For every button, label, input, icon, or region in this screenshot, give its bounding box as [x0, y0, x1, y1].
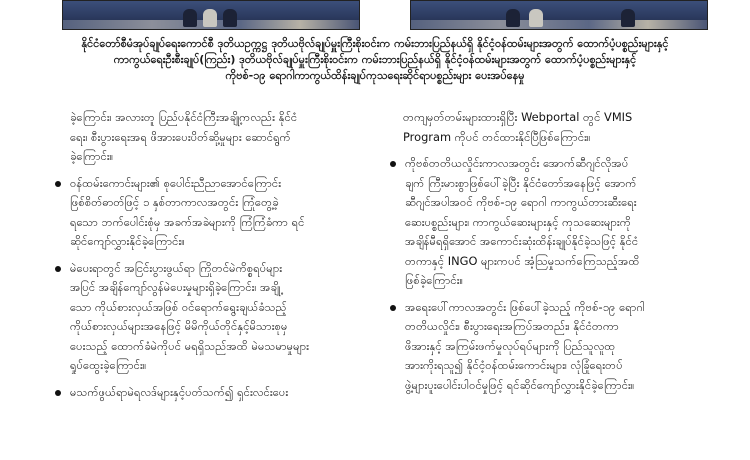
caption-line: ကာကွယ်ရေးဦးစီးချုပ်(ကြည်း) ဒုတိယဗိုလ်ချုပ်မှူးကြီးစိုးဝင်းက ကမ်းဘားပြည်နယ်ရှိ နိုင်ငံ့ဝန်ထမ်းများအတွက် ထောက်ပံ့ပစ္စည်းများနှင့် [113, 53, 637, 66]
text-line: အရေးပေါ်ကာလအတွင်း ဖြစ်ပေါ်ခဲ့သည့် ကိုဗစ်-၁၉ ရောဂါ [405, 299, 645, 314]
text-line: ကိုယ်စားလှယ်များအနေဖြင့် မိမိကိုယ်တိုင်နှင့်မိသားစုမှ [70, 319, 288, 333]
photo-caption [40, 36, 710, 84]
bullet-icon [55, 266, 61, 272]
text-line: ကိုဗစ်တတိယလှိုင်းကာလအတွင်း အောက်ဆီဂျင်လိုအပ် [405, 156, 629, 170]
text-line: ရသော ဘက်ပေါင်းစုံမှ အခက်အခဲများကို ကြံကြံခံကာ ရင် [70, 214, 305, 229]
text-line: ဖြစ်ခဲ့ကြောင်း။ [405, 273, 464, 287]
photo-person-figure [223, 9, 237, 27]
bullet-icon [55, 390, 61, 396]
text-line: အချိန်မီရရှိအောင် အကောင်းဆုံးထိန်းချုပ်နိုင်ခဲ့သဖြင့် နိုင်ငံ [405, 234, 639, 248]
photo-floor-stripe [411, 20, 707, 29]
bullet-icon [390, 161, 396, 167]
photo-person-figure [529, 9, 543, 27]
text-line: အပြင် အချိန်ကျော်လွန်မဲပေးမှုများရှိခဲ့ကြောင်း၊ အချို့ [70, 280, 281, 294]
paragraph-continuation [55, 108, 375, 167]
text-line: ဖြစ်စိတ်ဓာတ်ဖြင့် ၁ နှစ်တာကာလအတွင်း ကြုံတွေ့ခဲ့ [70, 195, 279, 209]
text-line: ဖွဲ့များပူးပေါင်းပါဝင်မှုဖြင့် ရင်ဆိုင်ကျော်လွှားနိုင်ခဲ့ကြောင်း။ [405, 377, 635, 392]
text-line: ပေးသည့် ထောက်ခံမဲကိုပင် မရရှိသည်အထိ မဲမသမာမှုများ [70, 338, 310, 353]
caption-line: ကိုဗစ်-၁၉ ရောဂါကာကွယ်ထိန်းချုပ်ကုသရေးဆိုင်ရာပစ္စည်းများ ပေးအပ်နေမှု [225, 69, 525, 82]
bullet-point [55, 259, 375, 376]
text-line: မဲပေးရာတွင် အငြင်းပွားဖွယ်ရာ ကြိုတင်မဲကိစ္စရပ်များ [70, 260, 283, 275]
photo-person-figure [183, 9, 197, 27]
bullet-point [390, 154, 712, 291]
text-line: တကာနှင့် INGO များကပင် အံ့သြမှုသက်ကြေသည့်အထိ [405, 253, 640, 268]
article-column-right [390, 108, 712, 402]
text-line: ဆေးပစ္စည်းများ၊ ကာကွယ်ဆေးများနှင့် ကုသဆေးများကို [405, 214, 631, 229]
paragraph-continuation [390, 108, 712, 147]
article-column-left [55, 108, 375, 409]
photo-person-figure [203, 9, 217, 27]
news-photo-right [410, 0, 708, 30]
text-line: ဆီဂျင်အပါအဝင် ကိုဗစ်-၁၉ ရောဂါ ကာကွယ်တားဆီးရေး [405, 195, 637, 209]
text-line: ခဲ့ကြောင်း၊ အလားတူ ပြည်ပနိုင်ငံကြီးအချို့ကလည်း နိုင်ငံ [70, 110, 298, 124]
bullet-point [390, 298, 712, 396]
text-line: တတိယလှိုင်း၊ စီးပွားရေးအကြပ်အတည်း၊ နိုင်ငံတကာ [405, 319, 619, 333]
text-line: Program ကိုပင် တင်ထားနိုင်ပြီဖြစ်ကြောင်း။ [403, 129, 591, 144]
text-line: ဖိအားနှင့် အကြမ်းဖက်မှုလုပ်ရပ်များကို ပြည်သူလူထု [405, 338, 616, 353]
text-line: အားကိုးရသူ၍ နိုင်ငံ့ဝန်ထမ်းကောင်းများ၊ လုံခြုံရေးတပ် [405, 358, 623, 372]
text-line: သော ကိုယ်စားလှယ်အဖြစ် ဝင်ရောက်ရွေးချယ်ခံသည့် [70, 299, 287, 314]
text-line: ဆိုင်ကျော်လွှားနိုင်ခဲ့ကြောင်း။ [70, 234, 185, 248]
text-line: တကျမှတ်တမ်းများထားရှိပြီး Webportal တွင် VMIS [403, 110, 633, 124]
text-line: မသက်ဖွယ်ရာမဲရလဒ်များနှင့်ပတ်သက်၍ ရှင်းလင်းပေး [70, 384, 289, 399]
text-line: ချက် ကြီးမားစွာဖြစ်ပေါ်ခဲ့ပြီး နိုင်ငံတော်အနေဖြင့် အောက် [405, 175, 637, 190]
news-photo-left [62, 0, 360, 30]
photo-person-figure [506, 9, 520, 27]
bullet-icon [55, 181, 61, 187]
bullet-point [55, 174, 375, 252]
text-line: ဝန်ထမ်းကောင်းများ၏ စုပေါင်းညီညာအောင်ကြောင်း [70, 175, 282, 190]
caption-line: နိုင်ငံတော်စီမံအုပ်ချုပ်ရေးကောင်စီ ဒုတိယဥက္ကဋ္ဌ ဒုတိယဗိုလ်ချုပ်မှူးကြီးစိုးဝင်းက ကမ်းဘားပြည်နယ်ရှိ နိုင်ငံ့ဝန်ထမ်းများအတွက် ထောက်ပံ့ပစ္စည်းများနှင့် [81, 37, 669, 50]
text-line: ရေး၊ စီးပွားရေးအရ ဖိအားပေးပိတ်ဆို့မှုများ ဆောင်ရွက် [70, 129, 291, 144]
photo-person-figure [621, 9, 635, 27]
text-line: ရှုပ်ထွေးခဲ့ကြောင်း။ [70, 358, 147, 372]
bullet-icon [390, 305, 396, 311]
text-line: ခဲ့ကြောင်း။ [70, 149, 114, 163]
bullet-point [55, 383, 375, 403]
